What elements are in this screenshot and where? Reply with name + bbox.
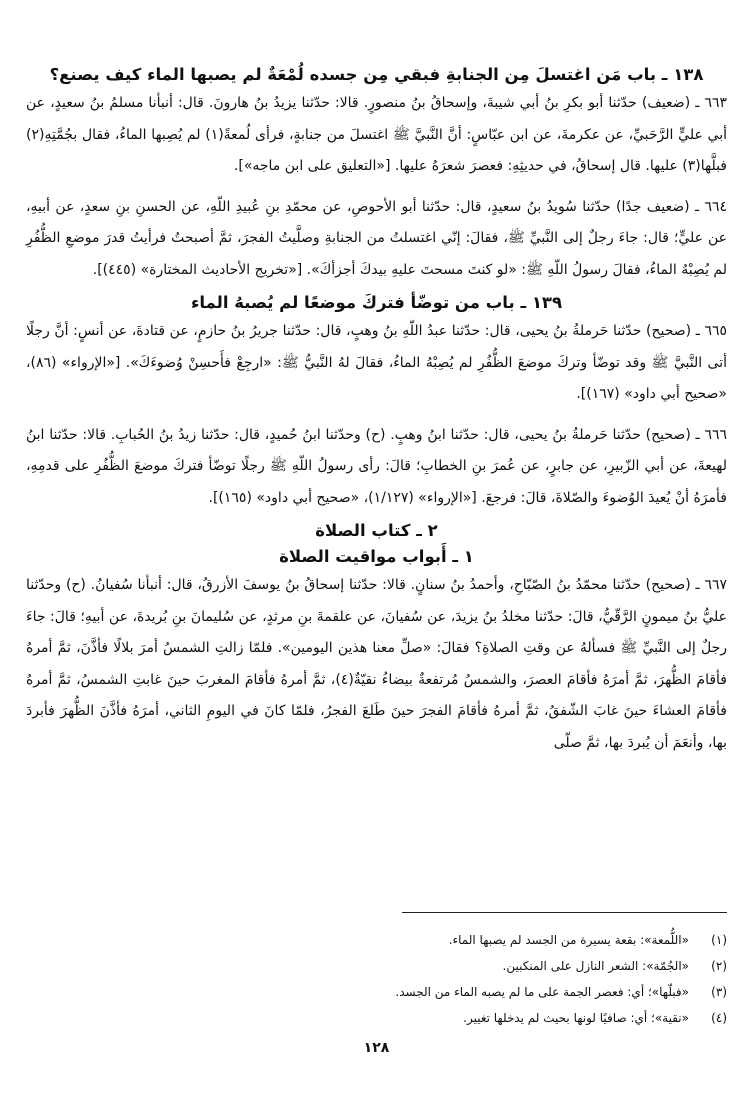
footnote-divider — [402, 912, 727, 913]
footnote-4 — [26, 1005, 727, 1031]
section-heading-prayer-times: ١ ـ أَبواب مواقيت الصلاة — [279, 547, 474, 566]
chapter-heading-139: ١٣٩ ـ باب من توضّأ فتركَ موضعًا لم يُصبهُ الماء — [190, 293, 563, 312]
hadith-667: ٦٦٧ ـ (صحيح) حدّثنا محمّدُ بنُ الصّبّاحِ، وأحمدُ بنُ سنانٍ. قالا: حدّثنا إسحاقُ بنُ يوسفَ الأزرقُ، قال: أنبأنا سُفيانُ. (ح) وحدّثنا عليُّ بنُ ميمونٍ الرَّقّيُّ، قالَ: حدّثنا مخلدُ بنُ يزيدَ، عن سُفيانَ، عن علقمةَ بنِ مرثدٍ، عن سُليمانَ بنِ بُريدةَ، عن أبيهِ؛ قالَ: جاءَ رجلٌ إلى النَّبيِّ ﷺ فسألهُ عن وقتِ الصلاةِ؟ فقالَ: «صلِّ معنا هذين اليومين». فلمّا زالتِ الشمسُ أمرَ بلالًا فأذَّنَ، ثمَّ أمرهُ فأقامَ الظُّهرَ، ثمَّ أمرَهُ فأقامَ العصرَ، والشمسُ مُرتفعةٌ بيضاءُ نقيّةٌ(٤)، ثمَّ أمرهُ فأقامَ المغربَ حينَ غابتِ الشمسُ، ثمَّ أمرهُ فأقامَ العشاءَ حينَ غابَ الشّفقُ، ثمَّ أمرهُ فأقامَ الفجرَ حينَ طَلعَ الفجرُ، فلمّا كانَ في اليومِ الثاني، أمرَهُ فأذَّنَ الظُّهرَ فأبردَ بها، وأنعَمَ أن يُبردَ بها، ثمَّ صلّى — [26, 577, 727, 751]
hadith-663: ٦٦٣ ـ (ضعيف) حدّثنا أبو بكرِ بنُ أبي شيبةَ، وإسحاقُ بنُ منصورٍ. قالا: حدّثنا يزيدُ بنُ هارونَ. قال: أنبأنا مسلمُ بنُ سعيدٍ، عن أبي عليٍّ الرَّحَبيِّ، عن عكرمةَ، عن ابن عبّاسٍ: أنَّ النَّبيَّ ﷺ اغتسلَ من جنابةٍ، فرأى لُمعةً(١) لم يُصِبها الماءُ، فقال بجُمَّتِهِ(٢) فبلَّها(٣) عليها. قال إسحاقُ، في حديثِهِ: فعصرَ شعرَهُ عليها. [«التعليق على ابن ماجه»]. — [26, 95, 727, 174]
footnote-text: «فبلّها»؛ أي: فعصر الجمة على ما لم يصبه الماء من الجسد. — [395, 985, 689, 999]
footnote-number: (١) — [711, 933, 727, 947]
chapter-heading-138: ١٣٨ ـ باب مَن اغتسلَ مِن الجنابةِ فبقي مِن جسده لُمْعَةٌ لم يصبها الماء كيف يصنع؟ — [49, 65, 704, 84]
hadith-664: ٦٦٤ ـ (ضعيف جدًا) حدّثنا سُويدُ بنُ سعيدٍ، قال: حدّثنا أبو الأحوصِ، عن محمّدِ بنِ عُبيدِ اللّهِ، عن الحسنِ بنِ سعدٍ، عن أبيهِ، عن عليٍّ؛ قال: جاءَ رجلٌ إلى النَّبيِّ ﷺ، فقالَ: إنّي اغتسلتُ من الجنابةِ وصلَّيتُ الفجرَ، ثمَّ أصبحتُ فرأيتُ قدرَ موضعِ الظُّفُرِ لم يُصِبْهُ الماءُ، فقالَ رسولُ اللّهِ ﷺ: «لو كنتَ مسحتَ عليهِ بيدكَ أجزأكَ». [«تخريج الأحاديث المختارة» (٤٤٥)]. — [26, 198, 727, 278]
footnote-text: «الجُمّة»: الشعر النازل على المنكبين. — [502, 959, 689, 973]
main-text-column — [26, 62, 727, 759]
footnote-number: (٢) — [711, 959, 727, 973]
footnotes — [26, 912, 727, 1031]
page-number: ١٢٨ — [363, 1040, 390, 1056]
footnote-number: (٤) — [711, 1011, 727, 1025]
footnote-3 — [26, 979, 727, 1005]
footnote-1 — [26, 927, 727, 953]
book-heading-salah: ٢ ـ كتاب الصلاة — [315, 521, 438, 540]
footnote-text: «اللُّمعة»: بقعة يسيرة من الجسد لم يصبها الماء. — [448, 933, 689, 947]
footnote-number: (٣) — [711, 985, 727, 999]
hadith-665: ٦٦٥ ـ (صحيح) حدّثنا حَرملةُ بنُ يحيى، قال: حدّثنا عبدُ اللّهِ بنُ وهبٍ، قال: حدّثنا جريرُ بنُ حازمٍ، عن قتادةَ، عن أنسٍ: أنَّ رجلًا أتى النَّبيَّ ﷺ وقد توضّأ وتركَ موضعَ الظُّفُرِ لم يُصِبْهُ الماءُ، فقالَ لهُ النَّبيُّ ﷺ: «ارجِعْ فأَحسِنْ وُضوءَكَ». [«الإرواء» (٨٦)، «صحيح أبي داود» (١٦٧)]. — [26, 323, 727, 402]
footnote-2 — [26, 953, 727, 979]
hadith-666: ٦٦٦ ـ (صحيح) حدّثنا حَرملةُ بنُ يحيى، قال: حدّثنا ابنُ وهبٍ. (ح) وحدّثنا ابنُ حُميدٍ، قال: حدّثنا زيدُ بنُ الحُبابِ. قالا: حدّثنا ابنُ لهيعةَ، عن أبي الزّبيرِ، عن جابرٍ، عن عُمرَ بنِ الخطابِ؛ قالَ: رأى رسولُ اللّهِ ﷺ رجلًا توضّأ فتركَ موضعَ الظُّفُرِ على قدمِهِ، فأمرَهُ أنْ يُعيدَ الوُضوءَ والصّلاةَ، قالَ: فرجعَ. [«الإرواء» (١/١٢٧)، «صحيح أبي داود» (١٦٥)]. — [26, 426, 727, 506]
footnote-text: «نقية»؛ أي: صافيًا لونها بحيث لم يدخلها تغيير. — [463, 1011, 689, 1025]
